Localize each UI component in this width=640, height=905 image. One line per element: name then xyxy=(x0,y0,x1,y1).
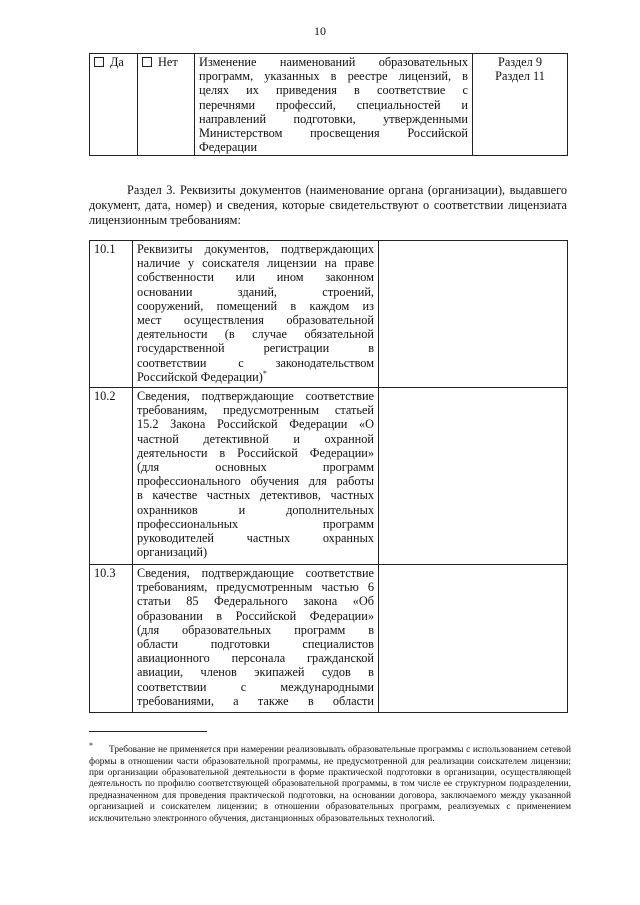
row-line: организаций) xyxy=(137,545,208,560)
row-line: Реквизиты документов, подтверждающих xyxy=(137,242,374,256)
row-line: соответствии с международными xyxy=(137,679,374,694)
yes-option[interactable] xyxy=(90,54,138,156)
row-line: частной детективной и охранной xyxy=(137,431,374,446)
yes-checkbox[interactable] xyxy=(94,57,104,67)
requirements-table xyxy=(89,240,568,713)
footnote-text: Требование не применяется при намерении реализовывать образовательные программы с использованием сетевой формы в отношении части образовательной программы, не предусмотренной для реализации соискателем лицензии; при организации образовательной деятельности в форме практической подготовки в организации, осуществляющей деятельность по профилю соответствующей образовательной программы, в том числе ее структурном подразделении, предназначенном для проведения практической подготовки, на основании договора, заключаемого между указанной организацией и соискателем лицензии; в отношении образовательных программ, реализуемых с применением исключительно электронного обучения, дистанционных образовательных технологий. xyxy=(89,745,571,824)
row-line: требованиям, предусмотренным частью 6 xyxy=(137,580,374,595)
row-line: Сведения, подтверждающие соответствие xyxy=(137,566,374,580)
row-description xyxy=(133,565,379,713)
row-line: наличие у соискателя лицензии на праве xyxy=(137,256,374,271)
row-value-field[interactable] xyxy=(379,241,568,388)
row-line: области подготовки специалистов xyxy=(137,637,374,652)
row-value-field[interactable] xyxy=(379,565,568,713)
description-line: направлений подготовки, утвержденными xyxy=(199,111,468,126)
row-line: охранников и дополнительных xyxy=(137,502,374,517)
row-line: государственной регистрации в xyxy=(137,341,374,356)
row-description xyxy=(133,388,379,565)
description-line: программ, указанных в реестре лицензий, в xyxy=(199,69,468,84)
section-reference: Раздел 9 xyxy=(497,55,542,69)
row-line: основании зданий, строений, xyxy=(137,284,374,299)
row-value-field[interactable] xyxy=(379,388,568,565)
table-row xyxy=(90,241,568,388)
no-checkbox[interactable] xyxy=(142,57,152,67)
row-line: Российской Федерации) xyxy=(137,369,263,384)
row-line: (для основных программ xyxy=(137,460,374,475)
description-line: Министерством просвещения Российской xyxy=(199,126,468,141)
section-reference: Раздел 11 xyxy=(495,69,545,84)
row-line: руководителей частных охранных xyxy=(137,531,374,546)
row-number: 10.3 xyxy=(90,565,133,713)
row-line: требованиям, предусмотренным статьей xyxy=(137,403,374,418)
no-label: Нет xyxy=(158,55,178,69)
description-line: целях их приведения в соответствие с xyxy=(199,83,468,98)
row-line: профессионального обучения для работы xyxy=(137,474,374,489)
row-line: деятельности (в случае обязательной xyxy=(137,327,374,342)
description-line: Федерации xyxy=(199,140,258,155)
intro-line: документ, дата, номер) и сведения, которые свидетельствуют о соответствии xyxy=(89,198,504,212)
row-line: в качестве частных детективов, частных xyxy=(137,488,374,503)
row-line: авиационного персонала гражданской xyxy=(137,651,374,666)
row-description xyxy=(133,241,379,388)
row-line: соответствии с законодательством xyxy=(137,355,374,370)
row-line: авиации, членов экипажей судов в xyxy=(137,665,374,680)
intro-line: Раздел 3. Реквизиты документов (наименование органа (организации), выдавшего xyxy=(127,183,567,197)
no-option[interactable] xyxy=(138,54,195,156)
description-line: перечнями профессий, специальностей и xyxy=(199,97,468,112)
footnote xyxy=(89,740,571,825)
footnote-divider xyxy=(89,731,207,732)
change-type-table xyxy=(89,53,568,156)
row-line: собственности или ином законном xyxy=(137,270,374,285)
row-line: профессиональных программ xyxy=(137,516,374,531)
row-number: 10.1 xyxy=(90,241,133,388)
row-line: статьи 85 Федерального закона «Об xyxy=(137,594,374,609)
table-row xyxy=(90,388,568,565)
intro-line: лицензиата лицензионным требованиям: xyxy=(89,198,567,227)
row-line: 15.2 Закона Российской Федерации «О xyxy=(137,417,374,432)
footnote-ref: * xyxy=(262,368,267,378)
row-line: деятельности в Российской Федерации» xyxy=(137,445,374,460)
change-description xyxy=(195,54,473,156)
table-row xyxy=(90,565,568,713)
table-row xyxy=(90,54,568,156)
row-line: мест осуществления образовательной xyxy=(137,313,374,328)
footnote-mark: * xyxy=(89,741,93,750)
description-line: Изменение наименований образовательных xyxy=(199,55,468,69)
row-line: Сведения, подтверждающие соответствие xyxy=(137,389,374,403)
row-line: (для образовательных программ в xyxy=(137,622,374,637)
row-number: 10.2 xyxy=(90,388,133,565)
row-line-last xyxy=(137,370,374,384)
section3-intro xyxy=(89,183,567,228)
row-line: образовании в Российской Федерации» xyxy=(137,608,374,623)
page-number: 10 xyxy=(314,24,326,38)
section-references xyxy=(473,54,568,156)
yes-label: Да xyxy=(110,55,124,69)
row-line: требованиями, а также в области xyxy=(137,693,374,708)
row-line: сооружений, помещений в каждом из xyxy=(137,298,374,313)
